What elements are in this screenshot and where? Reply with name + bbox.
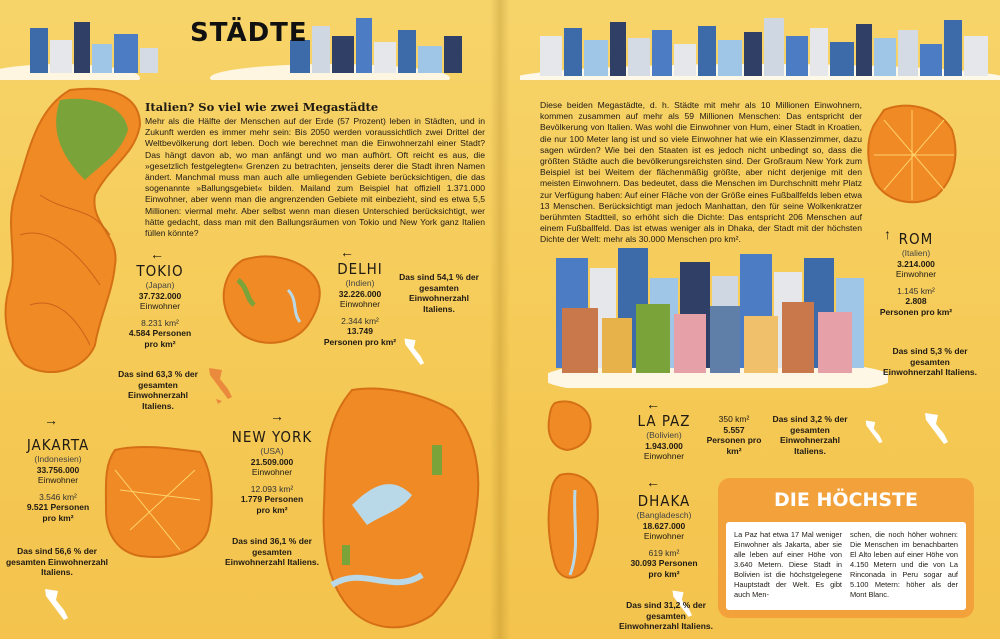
arrow-left-icon: ← [150, 246, 164, 262]
right-text: Diese beiden Megastädte, d. h. Städte mit mehr als 10 Millionen Einwohnern, kommen zusammen auf mehr als 59 Millionen Menschen: Das entspricht der Bevölkerung von Italien. Was wohl die Einwohner von Hum, einer Stadt in Kroatien, die nur 100 Meter lang ist und so viele Einwohner hat wie ein Klassenzimmer, dazu sagen würden? Wie bei den Staaten ist es jedoch nicht unbedingt so, dass die größten Städte auch die bevölkerungsreichsten sind. Der Großraum New York zum Beispiel ist bei Weitem der flächenmäßig größte, aber nicht derjenige mit den meisten Einwohnern. Das bedeutet, dass die Menschen im Durchschnitt mehr Platz zur Verfügung haben: Auf einer Fläche von der Größe eines Fußballfelds leben etwa 13 Menschen. Berücksichtigt man jedoch Manhattan, den für seine Wolkenkratzer berühmten Stadtteil, so erhöht sich die Dichte: Das entspricht 206 Menschen auf einem Fußballfeld. Das ist etwas weniger als in Dhaka, der Stadt mit der höchsten Dichte der Welt: mehr als 30.000 Menschen pro km². [540, 100, 862, 245]
map-rom [864, 100, 960, 210]
italy-icon-rom [920, 410, 950, 450]
map-newyork [312, 385, 492, 635]
italy-icon-lapaz [862, 418, 884, 448]
page-title: STÄDTE [190, 18, 308, 48]
pct-dhaka: Das sind 31,2 % der gesamten Einwohnerzahl Italiens. [619, 600, 713, 631]
pct-delhi: Das sind 54,1 % der gesamten Einwohnerzahl Italiens. [399, 272, 479, 314]
info-box-highest [718, 478, 974, 618]
city-newyork: NEW YORK (USA) 21.509.000 Einwohner 12.093 km² 1.779 Personen pro km² [231, 428, 313, 515]
pct-tokio: Das sind 63,3 % der gesamten Einwohnerzahl Italiens. [118, 369, 198, 411]
city-dhaka: DHAKA (Bangladesch) 18.627.000 Einwohner 619 km² 30.093 Personen pro km² [630, 492, 698, 579]
pct-jakarta: Das sind 56,6 % der gesamten Einwohnerzahl Italiens. [5, 546, 109, 577]
city-name: TOKIO [136, 262, 184, 280]
arrow-left-icon: ← [646, 396, 660, 412]
italy-icon-jakarta [40, 586, 70, 626]
city-lapaz-density: 350 km² 5.557 Personen pro km² [706, 414, 762, 456]
pct-newyork: Das sind 36,1 % der gesamten Einwohnerzahl Italiens. [225, 536, 319, 567]
info-box-body [726, 522, 966, 610]
map-dhaka [545, 470, 605, 585]
city-rom: ROM (Italien) 3.214.000 Einwohner 1.145 km² 2.808 Personen pro km² [879, 230, 953, 317]
italy-icon-tokio [204, 365, 234, 405]
intro-text: Mehr als die Hälfte der Menschen auf der Erde (57 Prozent) leben in Städten, und in Zukunft werden es immer mehr sein: Bis 2050 werden voraussichtlich zwei Drittel der Weltbevölkerung dort leben. Doch wie berechnet man die Einwohnerzahl einer Stadt? Das hängt davon ab, wo man anfängt und wo man aufhört. Oft reicht es aus, die »gesetzlich festgelegten« Grenzen zu betrachten, jenseits derer die Stadt ihren Namen ändert. Manchmal muss man auch alle umliegenden Gebiete berücksichtigen, die das sogenannte »Ballungsgebiet« bilden. Mailand zum Beispiel hat offiziell 1.371.000 Einwohner, aber wenn man die angrenzenden Gebiete mit einbezieht, sind es etwa 5,5 Millionen: viermal mehr. Aber selbst wenn man diesen Unterschied berücksichtigt, wer hätte gedacht, dass man mit den Ballungsräumen von Tokio und New York ganz Italien füllen könnte? [145, 116, 485, 239]
city-tokio: TOKIO (Japan) 37.732.000 Einwohner 8.231 km² 4.584 Personen pro km² [110, 262, 210, 349]
map-jakarta [100, 440, 220, 565]
map-lapaz [545, 398, 595, 453]
pct-rom: Das sind 5,3 % der gesamten Einwohnerzahl Italiens. [883, 346, 977, 377]
info-box-title: DIE HÖCHSTE [774, 489, 918, 511]
arrow-left-icon: ← [340, 244, 354, 260]
pct-lapaz: Das sind 3,2 % der gesamten Einwohnerzahl Italiens. [772, 414, 848, 456]
info-box-col1: La Paz hat etwa 17 Mal weniger Einwohner als Jakarta, aber sie alle leben auf einer Höhe von 3.640 Metern. Diese Stadt in Bolivien ist die höchstgelegene Hauptstadt der Welt. Es gibt auch Men- [734, 530, 842, 599]
info-box-col2: schen, die noch höher wohnen: Die Menschen im benachbarten El Alto leben auf einer Höhe von 4.150 Metern und die von La Rinconada in Peru sogar auf 5.100 Metern: höher als der Mont Blanc. [850, 530, 958, 599]
intro-heading: Italien? So viel wie zwei Megastädte [145, 100, 379, 114]
arrow-right-icon: → [270, 408, 284, 424]
skyline-right [520, 0, 1000, 80]
city-illustration [548, 248, 888, 388]
city-delhi: DELHI (Indien) 32.226.000 Einwohner 2.344 km² 13.749 Personen pro km² [323, 260, 397, 347]
arrow-up-icon: ↑ [884, 226, 891, 242]
city-lapaz: LA PAZ (Bolivien) 1.943.000 Einwohner [637, 412, 691, 461]
book-gutter [490, 0, 510, 639]
city-jakarta: JAKARTA (Indonesien) 33.756.000 Einwohner 3.546 km² 9.521 Personen pro km² [26, 436, 90, 523]
arrow-right-icon: → [44, 412, 58, 428]
arrow-left-icon: ← [646, 474, 660, 490]
